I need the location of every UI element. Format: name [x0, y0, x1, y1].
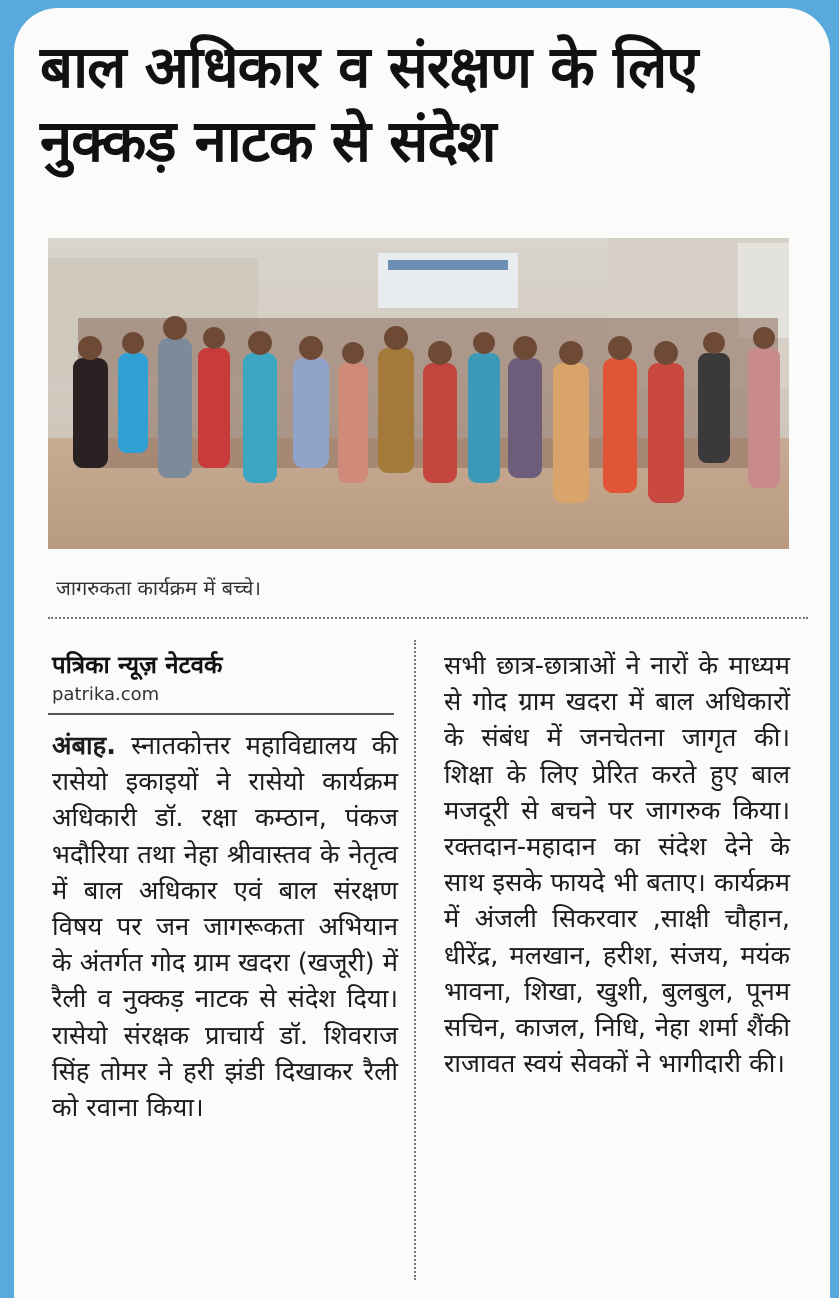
column-divider: [414, 640, 416, 1280]
byline-agency: पत्रिका न्यूज़ नेटवर्क: [52, 651, 223, 679]
group-photo: [48, 238, 789, 549]
dateline: अंबाह.: [52, 731, 116, 761]
byline-site: patrika.com: [52, 684, 160, 705]
article-column-2: [444, 648, 790, 1082]
byline-divider: [48, 713, 394, 715]
column-1-text: स्नातकोत्तर महाविद्यालय की रासेयो इकाइयों ने रासेयो कार्यक्रम अधिकारी डॉ. रक्षा कम्ठान, पंकज भदौरिया तथा नेहा श्रीवास्तव के नेतृत्व में बाल अधिकार एवं बाल संरक्षण विषय पर जन जागरूकता अभियान के अंतर्गत गोद ग्राम खदरा (खजूरी) में रैली व नुक्कड़ नाटक से संदेश दिया। रासेयो संरक्षक प्राचार्य डॉ. शिवराज सिंह तोमर ने हरी झंडी दिखाकर रैली को रवाना किया।: [52, 731, 398, 1124]
caption-divider: [48, 617, 808, 619]
headline: बाल अधिकार व संरक्षण के लिए नुक्कड़ नाटक से संदेश: [40, 33, 698, 175]
photo-caption: जागरुकता कार्यक्रम में बच्चे।: [56, 576, 261, 600]
article-column-1: [52, 728, 398, 1126]
column-2-text: सभी छात्र-छात्राओं ने नारों के माध्यम से गोद ग्राम खदरा में बाल अधिकारों के संबंध में जनचेतना जागृत की। शिक्षा के लिए प्रेरित करते हुए बाल मजदूरी से बचने पर जागरुक किया। रक्तदान-महादान का संदेश देने के साथ इसके फायदे भी बताए। कार्यक्रम में अंजली सिकरवार ,साक्षी चौहान, धीरेंद्र, मलखान, हरीश, संजय, मयंक भावना, शिखा, खुशी, बुलबुल, पूनम सचिन, काजल, निधि, नेहा शर्मा शैंकी राजावत स्वयं सेवकों ने भागीदारी की।: [444, 651, 790, 1080]
